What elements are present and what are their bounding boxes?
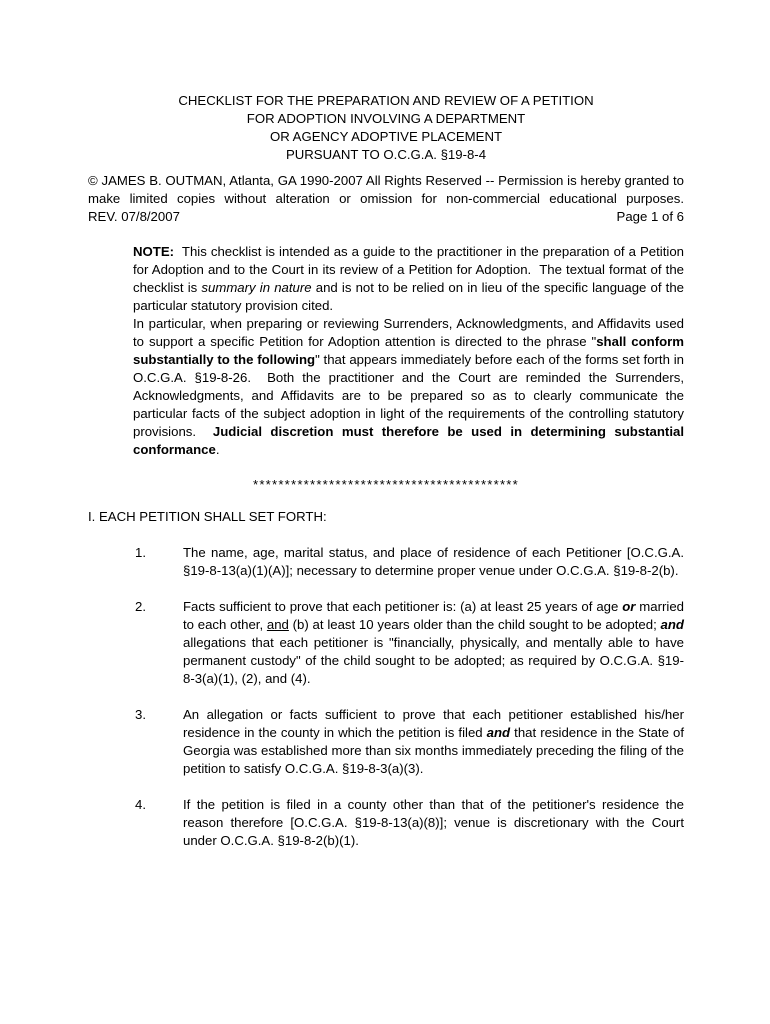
item-text: The name, age, marital status, and place of residence of each Petitioner [O.C.G.A. §19-8-13(a)(1)(A)]; necessary to determine proper venue under O.C.G.A. §19-8-2(b). [183, 545, 684, 578]
item-number: 3. [135, 707, 146, 722]
item-text: An allegation or facts sufficient to prove that each petitioner established his/her residence in the county in which the petition is filed and that residence in the State of Georgia was established more than six months immediately preceding the filing of the petition to satisfy O.C.G.A. §19-8-3(a)(3). [183, 707, 684, 776]
asterisk-separator: ****************************************** [253, 477, 519, 492]
page-number: Page 1 of 6 [616, 209, 684, 224]
item-number: 1. [135, 545, 146, 560]
copyright-block [88, 172, 684, 226]
revision-row [88, 208, 684, 226]
title-line-2: FOR ADOPTION INVOLVING A DEPARTMENT [246, 111, 526, 126]
item-text: If the petition is filed in a county other than that of the petitioner's residence the reason therefore [O.C.G.A. §19-8-13(a)(8)]; venue is discretionary with the Court under O.C.G.A. §19-8-2(b)(1). [183, 797, 684, 848]
checklist-items [135, 544, 684, 850]
section-heading: I. EACH PETITION SHALL SET FORTH: [88, 509, 327, 524]
note-paragraph-1: NOTE: This checklist is intended as a guide to the practitioner in the preparation of a Petition for Adoption and to the Court in its review of a Petition for Adoption. The textual format of the checklist is summary in nature and is not to be relied on in lieu of the specific language of the particular statutory provision cited. [133, 244, 685, 313]
list-item-1 [135, 544, 684, 580]
list-item-3 [135, 706, 684, 778]
item-number: 4. [135, 797, 146, 812]
note-paragraph-2: In particular, when preparing or reviewing Surrenders, Acknowledgments, and Affidavits used to support a specific Petition for Adoption attention is directed to the phrase "shall conform substantially to the following" that appears immediately before each of the forms set forth in O.C.G.A. §19-8-26. Both the practitioner and the Court are reminded the Surrenders, Acknowledgments, and Affidavits are to be prepared so as to clearly communicate the particular facts of the subject adoption in light of the requirements of the controlling statutory provisions. Judicial discretion must therefore be used in determining substantial conformance. [133, 316, 685, 457]
title-line-4: PURSUANT TO O.C.G.A. §19-8-4 [285, 147, 487, 162]
list-item-4 [135, 796, 684, 850]
title-line-3: OR AGENCY ADOPTIVE PLACEMENT [269, 129, 503, 144]
note-block [133, 243, 684, 459]
copyright-text: © JAMES B. OUTMAN, Atlanta, GA 1990-2007 All Rights Reserved -- Permission is hereby granted to make limited copies without alteration or omission for non-commercial educational purposes. [88, 173, 684, 206]
list-item-2 [135, 598, 684, 688]
item-text: Facts sufficient to prove that each petitioner is: (a) at least 25 years of age or married to each other, and (b) at least 10 years older than the child sought to be adopted; and allegations that each petitioner is "financially, physically, and mentally able to have permanent custody" of the child sought to be adopted; as required by O.C.G.A. §19-8-3(a)(1), (2), and (4). [183, 599, 684, 686]
revision-date: REV. 07/8/2007 [88, 209, 180, 224]
title-line-1: CHECKLIST FOR THE PREPARATION AND REVIEW OF A PETITION [178, 93, 594, 108]
item-number: 2. [135, 599, 146, 614]
document-title [88, 92, 684, 164]
